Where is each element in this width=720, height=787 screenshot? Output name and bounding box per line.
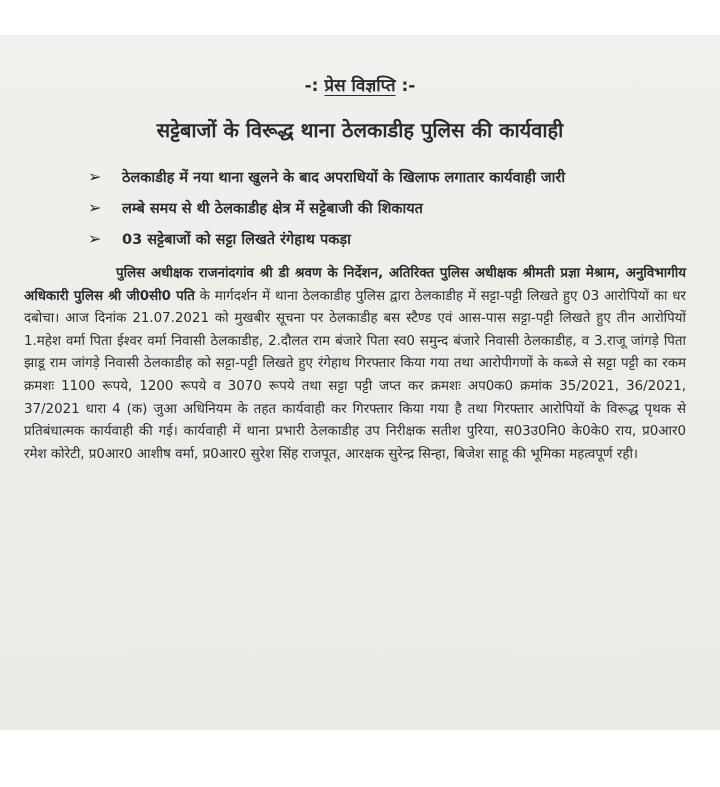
body-lead: पुलिस अधीक्षक राजनांदगांव श्री डी श्रवण के निर्देशन, अतिरिक्त पुलिस अधीक्षक श्रीमती प्रज्ञा मेश्राम, अनुविभागीय अधिकारी पुलिस श्री जी0सी0 पति xyxy=(24,266,686,304)
arrow-bullet-icon: ➢ xyxy=(88,198,102,217)
arrow-bullet-icon: ➢ xyxy=(88,229,102,248)
press-release-document xyxy=(0,35,720,730)
bottom-margin xyxy=(0,730,720,787)
body-text: के मार्गदर्शन में थाना ठेलकाडीह पुलिस द्वारा ठेलकाडीह में सट्टा-पट्टी लिखते हुए 03 आरोपियों का धर दबोचा। आज दिनांक 21.07.2021 को मुखबीर सूचना पर ठेलकाडीह बस स्टैण्ड एवं आस-पास सट्टा-पट्टी लिखते हुए तीन आरोपियों 1.महेश वर्मा पिता ईश्वर वर्मा निवासी ठेलकाडीह, 2.दौलत राम बंजारे पिता स्व0 समुन्द बंजारे निवासी ठेलकाडीह, व 3.राजू जांगड़े पिता झाडू राम जांगड़े निवासी ठेलकाडीह को सट्टा-पट्टी लिखते हुए रंगेहाथ गिरफ्तार किया गया तथा आरोपीगणों के कब्जे से सट्टा पट्टी का रकम क्रमशः 1100 रूपये, 1200 रूपये व 3070 रूपये तथा सट्टा पट्टी जप्त कर क्रमशः अप0क0 क्रमांक 35/2021, 36/2021, 37/2021 धारा 4 (क) जुआ अधिनियम के तहत कार्यवाही कर गिरफ्तार किया गया है तथा गिरफ्तार आरोपियों के विरूद्ध पृथक से प्रतिबंधात्मक कार्यवाही की गई। कार्यवाही में थाना प्रभारी ठेलकाडीह उप निरीक्षक सतीश पुरिया, स03उ0नि0 के0के0 राय, प्र0आर0 रमेश कोरेटी, प्र0आर0 आशीष वर्मा, प्र0आर0 सुरेश सिंह राजपूत, आरक्षक सुरेन्द्र सिन्हा, बिजेश साहू की भूमिका महत्वपूर्ण रही। xyxy=(24,288,686,462)
press-release-heading xyxy=(0,73,720,96)
heading-prefix: -: xyxy=(304,76,319,96)
highlights-list xyxy=(88,161,565,254)
highlight-text: 03 सट्टेबाजों को सट्टा लिखते रंगेहाथ पकड़ा xyxy=(122,231,351,248)
body-paragraph xyxy=(24,263,686,466)
list-item xyxy=(88,192,565,223)
document-title: सट्टेबाजों के विरूद्ध थाना ठेलकाडीह पुलिस की कार्यवाही xyxy=(156,118,564,142)
top-margin xyxy=(0,0,720,35)
highlight-text: लम्बे समय से थी ठेलकाडीह क्षेत्र में सट्टेबाजी की शिकायत xyxy=(122,200,423,217)
heading-label: प्रेस विज्ञप्ति xyxy=(324,76,396,96)
list-item xyxy=(88,161,565,192)
highlight-text: ठेलकाडीह में नया थाना खुलने के बाद अपराधियों के खिलाफ लगातार कार्यवाही जारी xyxy=(122,169,566,186)
arrow-bullet-icon: ➢ xyxy=(88,167,102,186)
list-item xyxy=(88,223,565,254)
heading-suffix: :- xyxy=(401,76,416,96)
